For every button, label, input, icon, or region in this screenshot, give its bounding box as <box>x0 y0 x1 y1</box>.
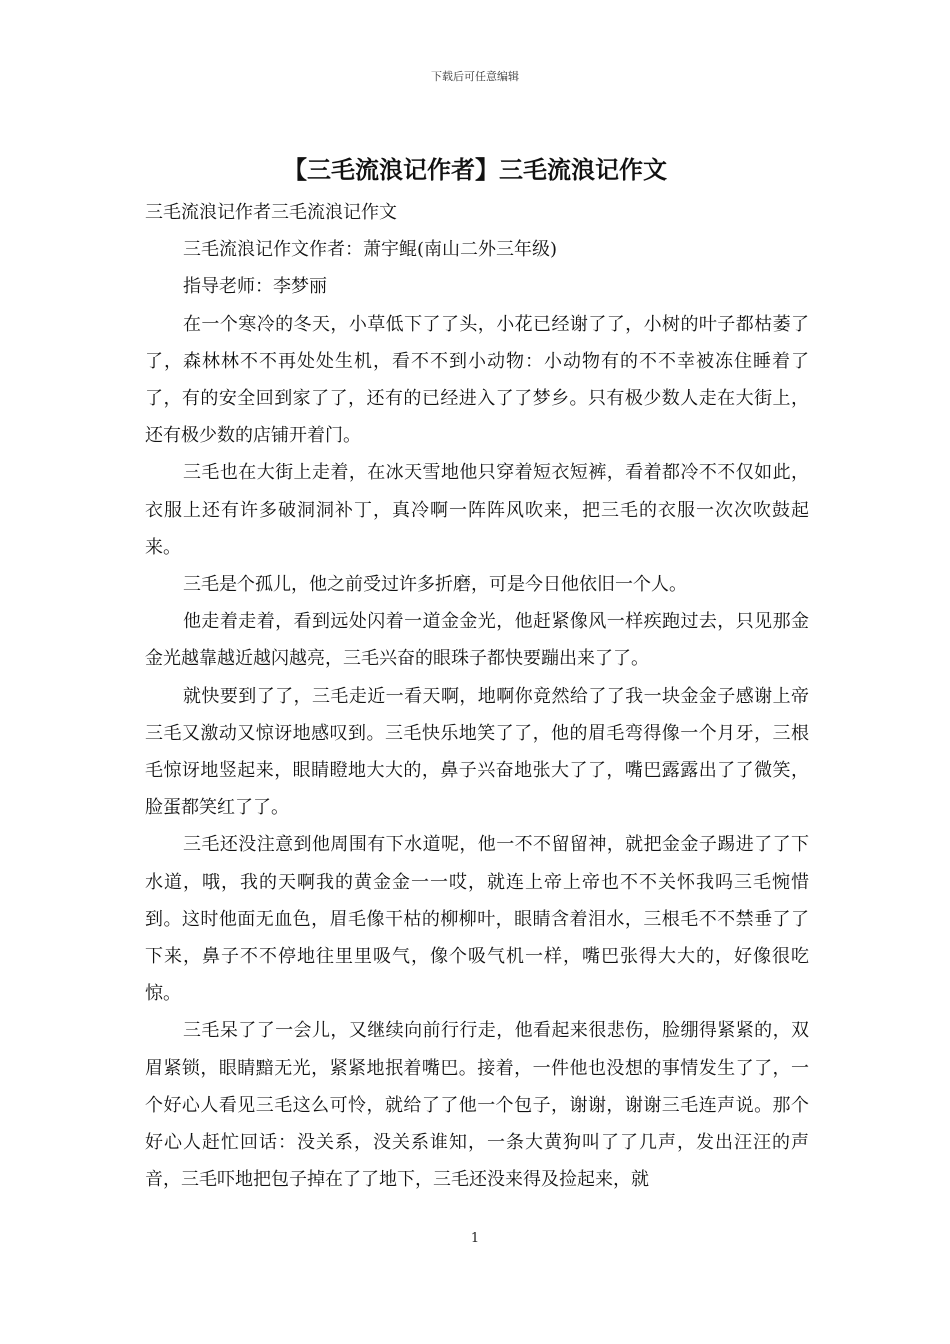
body-paragraph: 三毛还没注意到他周围有下水道呢，他一不不留留神，就把金金子踢进了了下水道，哦，我的天啊我的黄金金一一哎，就连上帝上帝也不不关怀我吗三毛惋惜到。这时他面无血色，眉毛像干枯的柳柳叶，眼睛含着泪水，三根毛不不禁垂了了下来，鼻子不不停地往里里吸气，像个吸气机一样，嘴巴张得大大的，好像很吃惊。 <box>145 834 809 1005</box>
body-paragraph: 三毛呆了了一会儿，又继续向前行行走，他看起来很悲伤，脸绷得紧紧的，双眉紧锁，眼睛黯无光，紧紧地抿着嘴巴。接着，一件他也没想的事情发生了了，一个好心人看见三毛这么可怜，就给了了他一个包子，谢谢，谢谢三毛连声说。那个好心人赶忙回话：没关系，没关系谁知，一条大黄狗叫了了几声，发出汪汪的声音，三毛吓地把包子掉在了了地下，三毛还没来得及捡起来，就 <box>145 1020 809 1191</box>
page-number: 1 <box>470 1231 480 1246</box>
body-paragraph: 三毛也在大街上走着，在冰天雪地他只穿着短衣短裤，看着都冷不不仅如此，衣服上还有许多破洞洞补丁，真冷啊一阵阵风吹来，把三毛的衣服一次次吹鼓起来。 <box>145 462 809 558</box>
subtitle-line: 三毛流浪记作者三毛流浪记作文 <box>145 202 397 223</box>
body-paragraph: 他走着走着，看到远处闪着一道金金光，他赶紧像风一样疾跑过去，只见那金金光越靠越近越闪越亮，三毛兴奋的眼珠子都快要蹦出来了了。 <box>145 611 809 670</box>
document-title: 【三毛流浪记作者】三毛流浪记作文 <box>283 155 667 184</box>
document-body <box>145 194 809 1198</box>
body-paragraph: 在一个寒冷的冬天，小草低下了了头，小花已经谢了了，小树的叶子都枯萎了了，森林林不不再处处生机，看不不到小动物：小动物有的不不幸被冻住睡着了了，有的安全回到家了了，还有的已经进入了了梦乡。只有极少数人走在大街上，还有极少数的店铺开着门。 <box>145 313 809 447</box>
author-line: 三毛流浪记作文作者：萧宇鲲(南山二外三年级) <box>183 239 558 261</box>
page-header-note: 下载后可任意编辑 <box>431 70 519 83</box>
teacher-line: 指导老师：李梦丽 <box>183 276 327 298</box>
body-paragraph: 三毛是个孤儿，他之前受过许多折磨，可是今日他依旧一个人。 <box>183 574 687 596</box>
body-paragraph: 就快要到了了，三毛走近一看天啊，地啊你竟然给了了我一块金金子感谢上帝三毛又激动又惊讶地感叹到。三毛快乐地笑了了，他的眉毛弯得像一个月牙，三根毛惊讶地竖起来，眼睛瞪地大大的，鼻子兴奋地张大了了，嘴巴露露出了了微笑，脸蛋都笑红了了。 <box>145 685 809 819</box>
